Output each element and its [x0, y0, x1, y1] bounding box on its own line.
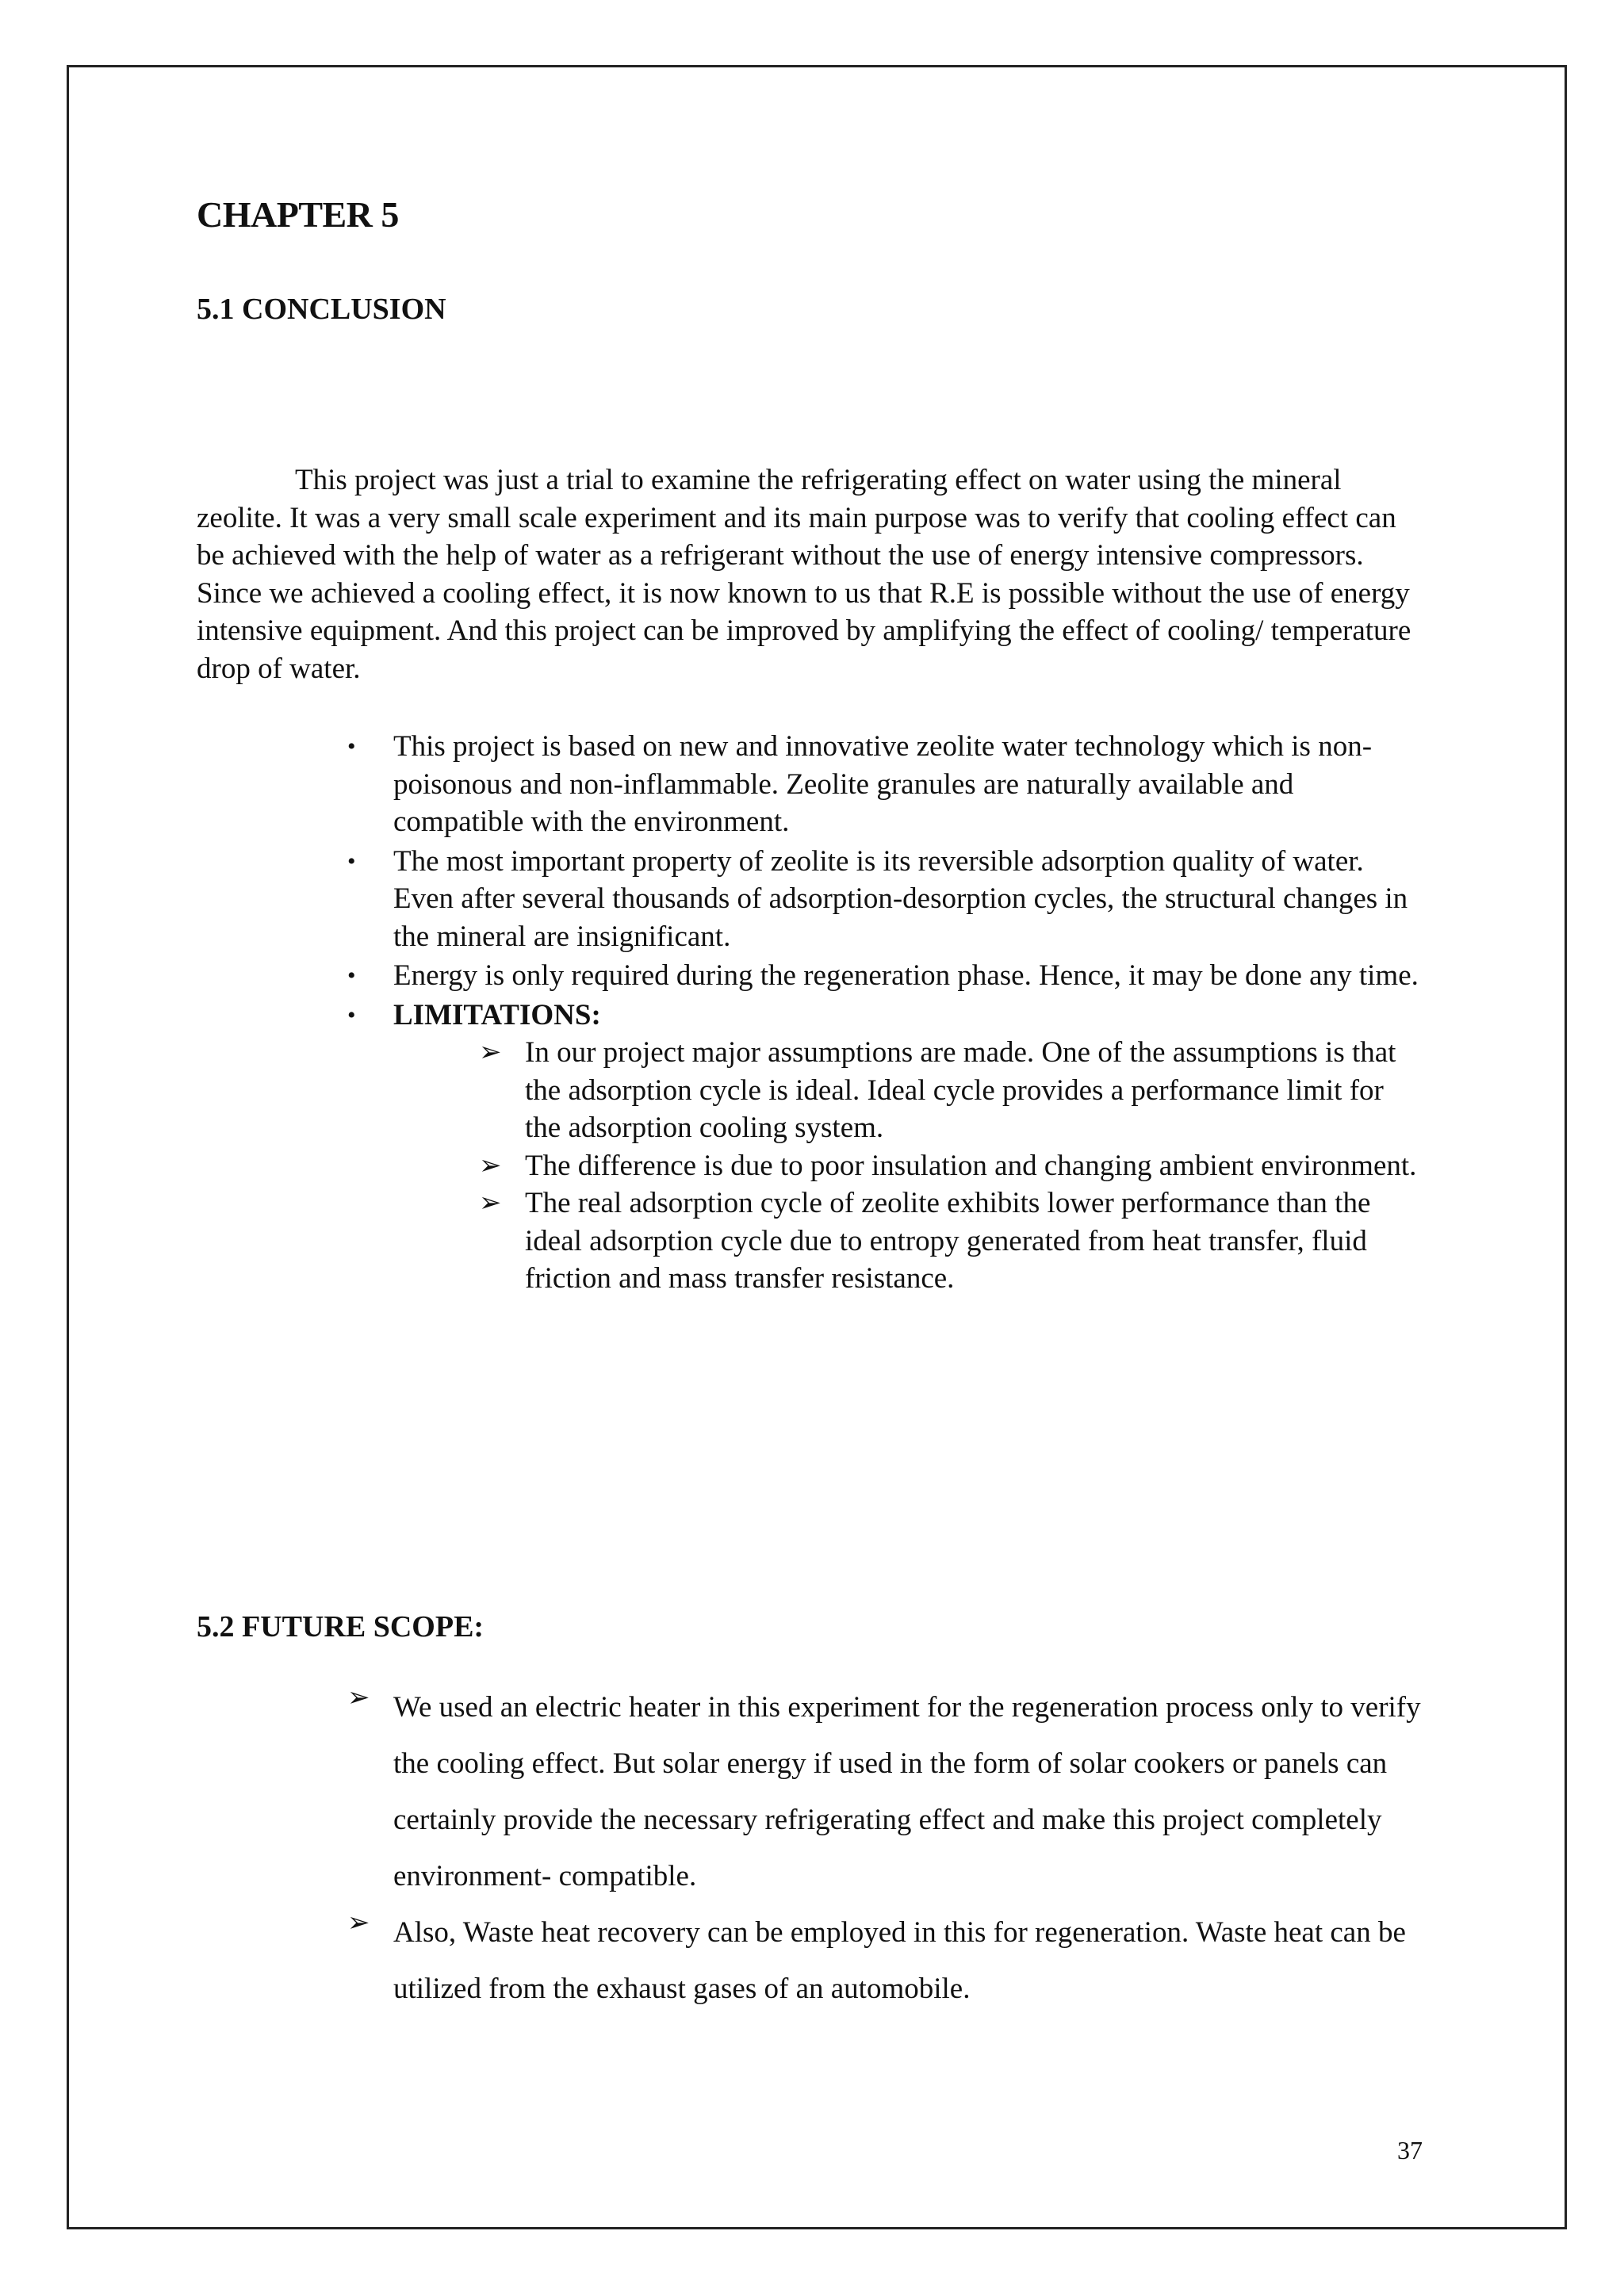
bullet-icon: • [347, 733, 356, 760]
bullet-text: This project is based on new and innovative zeolite water technology which is non-poisonous and non-inflammable. Zeolite granules are naturally available and compatible with the environment. [393, 730, 1373, 838]
bullet-text: Energy is only required during the regeneration phase. Hence, it may be done any time. [393, 959, 1419, 992]
future-scope-heading: 5.2 FUTURE SCOPE: [197, 1610, 485, 1644]
arrow-bullet-icon: ➢ [479, 1150, 502, 1181]
limitation-text: The difference is due to poor insulation and changing ambient environment. [525, 1149, 1417, 1182]
arrow-bullet-icon: ➢ [347, 1908, 370, 1938]
arrow-bullet-icon: ➢ [479, 1038, 502, 1067]
conclusion-bullet-list [347, 728, 1424, 1299]
arrow-bullet-icon: ➢ [479, 1188, 502, 1218]
list-item [347, 957, 1424, 995]
bullet-text: The most important property of zeolite is its reversible adsorption quality of water. Even after several thousands of adsorption-desorption cycles, the structural changes in the mineral are insignificant. [393, 844, 1408, 953]
list-item [479, 1147, 1424, 1185]
bullet-icon: • [347, 1001, 356, 1028]
list-item [347, 728, 1424, 841]
limitations-list [393, 1034, 1424, 1298]
limitation-text: In our project major assumptions are made. One of the assumptions is that the adsorption cycle is ideal. Ideal cycle provides a performance limit for the adsorption cooling system. [525, 1036, 1396, 1144]
future-scope-text: We used an electric heater in this experiment for the regeneration process only to verify the cooling effect. But solar energy if used in the form of solar cookers or panels can certainly provide the necessary refrigerating effect and make this project completely environment- compatible. [393, 1691, 1421, 1892]
conclusion-heading: 5.1 CONCLUSION [197, 293, 446, 326]
limitations-label: LIMITATIONS: [393, 998, 601, 1031]
bullet-icon: • [347, 962, 356, 989]
future-scope-text: Also, Waste heat recovery can be employed in this for regeneration. Waste heat can be utilized from the exhaust gases of an automobile. [393, 1916, 1406, 2005]
list-item [347, 1679, 1424, 1904]
limitations-item [347, 997, 1424, 1298]
chapter-title: CHAPTER 5 [197, 194, 399, 235]
list-item [347, 1904, 1424, 2017]
page-number: 37 [1397, 2136, 1423, 2164]
list-item [347, 843, 1424, 956]
bullet-icon: • [347, 848, 356, 874]
future-scope-list [347, 1679, 1424, 2017]
conclusion-paragraph: This project was just a trial to examine the refrigerating effect on water using the mineral zeolite. It was a very small scale experiment and its main purpose was to verify that cooling effect can be achieved with the help of water as a refrigerant without the use of energy intensive compressors. Since we achieved a cooling effect, it is now known to us that R.E is possible without the use of energy intensive equipment. And this project can be improved by amplifying the effect of cooling/ temperature drop of water. [197, 464, 1411, 685]
limitation-text: The real adsorption cycle of zeolite exhibits lower performance than the ideal adsorption cycle due to entropy generated from heat transfer, fluid friction and mass transfer resistance. [525, 1187, 1371, 1295]
list-item [479, 1034, 1424, 1147]
arrow-bullet-icon: ➢ [347, 1683, 370, 1712]
list-item [479, 1184, 1424, 1298]
